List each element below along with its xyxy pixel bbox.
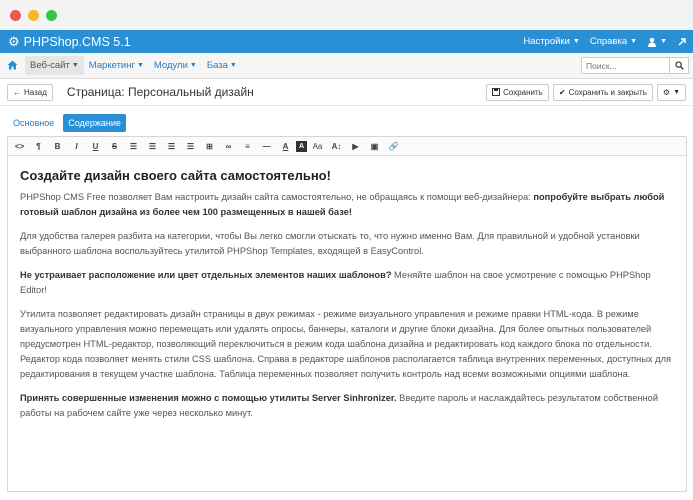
- caret-down-icon: ▼: [71, 62, 79, 69]
- user-menu[interactable]: [647, 37, 667, 47]
- tab-content[interactable]: Содержание: [63, 114, 126, 132]
- paragraph-text: PHPShop CMS Free позволяет Вам настроить дизайн сайта самостоятельно, не обращаясь к помощи веб-дизайнера:: [20, 192, 534, 202]
- code-view-icon[interactable]: <>: [14, 141, 25, 151]
- settings-menu[interactable]: [523, 36, 580, 47]
- line-height-icon[interactable]: A↕: [331, 141, 342, 151]
- search-input[interactable]: [581, 57, 670, 74]
- strikethrough-icon[interactable]: S: [111, 141, 118, 151]
- search-box: [581, 57, 689, 74]
- menu-item-label: Модули: [153, 60, 188, 71]
- underline-icon[interactable]: U: [92, 141, 99, 151]
- menu-item-database[interactable]: [202, 56, 242, 75]
- back-label: Назад: [24, 87, 47, 97]
- window-titlebar: [0, 0, 693, 30]
- page-title: Страница: Персональный дизайн: [66, 85, 254, 99]
- options-button[interactable]: [657, 84, 686, 101]
- maximize-window-dot[interactable]: [46, 10, 57, 21]
- action-buttons: [486, 84, 686, 101]
- settings-label: Настройки: [523, 36, 570, 47]
- save-button[interactable]: [486, 84, 549, 101]
- page-action-bar: [0, 79, 693, 106]
- content-heading: Создайте дизайн своего сайта самостоятельно!: [20, 168, 331, 183]
- image-icon[interactable]: ▣: [370, 141, 379, 151]
- content-paragraph: [20, 190, 672, 220]
- text-color-icon[interactable]: A: [282, 141, 289, 151]
- menu-item-label: База: [206, 60, 228, 71]
- home-icon[interactable]: [7, 59, 18, 73]
- tab-main[interactable]: Основное: [13, 118, 55, 128]
- table-icon[interactable]: ⊞: [206, 141, 213, 151]
- arrow-left-icon: ←: [13, 87, 21, 97]
- search-icon: [675, 61, 684, 70]
- paragraph-bold: Принять совершенные изменения можно с помощью утилиты Server Sinhronizer.: [20, 393, 397, 403]
- caret-down-icon: ▼: [189, 62, 197, 69]
- content-paragraph: Утилита позволяет редактировать дизайн страницы в двух режимах - режиме визуального управления и режиме правки HTML-кода. В режиме визуального управления можно перемещать или удалять опросы, баннеры, каталоги и другие блоки дизайна. Для более опытных пользователей предусмотрен HTML-редактор, позволяющий переключиться в режим кода шаблона дизайна и редактировать код каждого блока по отдельности. Редактор кода позволяет менять стили CSS шаблона. Справа в редакторе шаблонов располагается таблица внутренних переменных, доступных для редактирования в текущем участке шаблона. Таблица переменных позволяет получить контроль над всеми возможными опциями шаблона.: [20, 309, 672, 379]
- caret-down-icon: ▼: [572, 38, 580, 45]
- editor-toolbar: [8, 137, 686, 156]
- horizontal-rule-icon[interactable]: —: [262, 141, 271, 151]
- gear-icon: ⚙: [8, 33, 20, 49]
- link-icon[interactable]: ∞: [225, 141, 232, 151]
- video-icon[interactable]: ▶: [352, 141, 359, 151]
- paragraph-icon[interactable]: ¶: [36, 141, 41, 151]
- caret-down-icon: ▼: [673, 88, 680, 96]
- bulleted-list-icon[interactable]: ☰: [129, 141, 138, 151]
- background-color-icon[interactable]: A: [296, 141, 307, 152]
- header-right: [523, 36, 687, 47]
- rich-text-editor: [7, 136, 687, 492]
- paragraph-text: Введите пароль и наслаждайтесь результатом собственной работы на рабочем сайте уже через несколько минут.: [20, 393, 659, 418]
- check-icon: ✔: [558, 87, 566, 97]
- indent-icon[interactable]: ☰: [186, 141, 195, 151]
- content-paragraph: Для удобства галерея разбита на категории, чтобы Вы легко смогли отыскать то, что нужно именно Вам. Для правильной и удобной установки выбранного шаблона воспользуйтесь утилитой PHPShop Templates, входящей в EasyControl.: [20, 231, 640, 256]
- save-label: Сохранить: [503, 87, 543, 97]
- paragraph-text: Меняйте шаблон на свое усмотрение с помощью PHPShop Editor!: [20, 270, 651, 295]
- caret-down-icon: ▼: [229, 62, 237, 69]
- menu-item-marketing[interactable]: [84, 56, 149, 75]
- menu-item-website[interactable]: [25, 56, 84, 75]
- outdent-icon[interactable]: ☰: [167, 141, 176, 151]
- content-paragraph: [20, 268, 672, 298]
- gear-icon: ⚙: [662, 87, 671, 97]
- save-icon: [492, 88, 500, 96]
- align-icon[interactable]: ≡: [245, 141, 250, 151]
- content-paragraph: [20, 391, 672, 421]
- font-size-icon[interactable]: Aa: [312, 141, 323, 151]
- search-button[interactable]: [670, 57, 689, 74]
- app-header: [0, 30, 693, 53]
- menu-item-modules[interactable]: [149, 56, 202, 75]
- menu-item-label: Веб-сайт: [30, 60, 70, 71]
- numbered-list-icon[interactable]: ☰: [148, 141, 157, 151]
- attachment-icon[interactable]: 🔗: [388, 141, 399, 151]
- bold-icon[interactable]: B: [54, 141, 61, 151]
- user-icon: [647, 37, 657, 47]
- help-menu[interactable]: [590, 36, 637, 47]
- external-link-icon[interactable]: [677, 37, 687, 47]
- menu-item-label: Маркетинг: [88, 60, 135, 71]
- caret-down-icon: ▼: [660, 38, 667, 45]
- content-tabs: [0, 109, 693, 137]
- italic-icon[interactable]: I: [75, 141, 78, 151]
- brand-title: PHPShop.CMS 5.1: [23, 34, 131, 49]
- brand[interactable]: [8, 34, 131, 50]
- save-close-button[interactable]: [553, 84, 653, 101]
- caret-down-icon: ▼: [136, 62, 144, 69]
- main-menu: [0, 53, 693, 79]
- help-label: Справка: [589, 36, 628, 47]
- paragraph-bold: Не устраивает расположение или цвет отдельных элементов наших шаблонов?: [20, 270, 392, 280]
- minimize-window-dot[interactable]: [28, 10, 39, 21]
- paragraph-bold: попробуйте выбрать любой готовый шаблон дизайна из более чем 100 размещенных в нашей базе!: [20, 192, 665, 217]
- back-button[interactable]: [7, 84, 53, 101]
- save-close-label: Сохранить и закрыть: [568, 87, 647, 97]
- close-window-dot[interactable]: [10, 10, 21, 21]
- editor-content[interactable]: [8, 156, 686, 421]
- caret-down-icon: ▼: [630, 38, 638, 45]
